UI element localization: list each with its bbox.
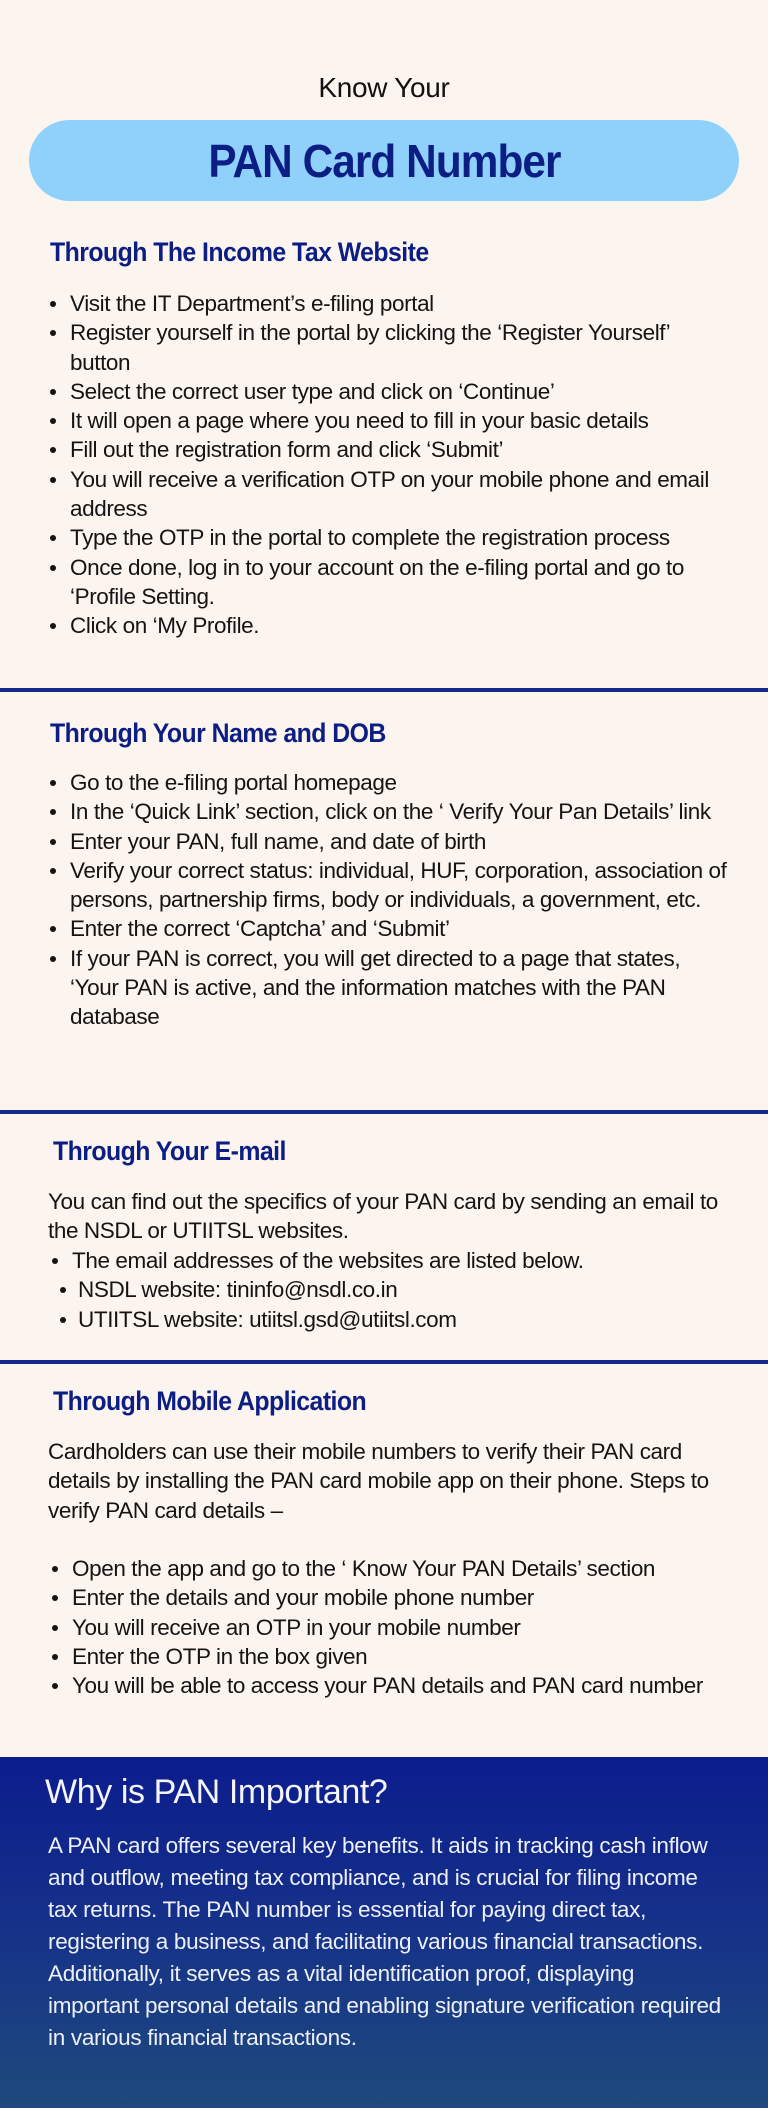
list-item: Type the OTP in the portal to complete the registration process [48, 523, 728, 552]
section-title: Through Your E-mail [53, 1136, 286, 1166]
section-title: Through Mobile Application [53, 1386, 367, 1416]
sublist-wrapper [50, 1275, 730, 1334]
list-item: If your PAN is correct, you will get directed to a page that states, ‘Your PAN is active, and the information matches with the PAN database [48, 944, 728, 1032]
list-item: Visit the IT Department’s e-filing portal [48, 289, 728, 318]
list-item: Select the correct user type and click on ‘Continue’ [48, 377, 728, 406]
list-item: Click on ‘My Profile. [48, 611, 728, 640]
why-pan-important-panel [0, 1757, 768, 2108]
list-item: You will receive a verification OTP on your mobile phone and email address [48, 465, 728, 524]
section-title: Through Your Name and DOB [50, 718, 386, 748]
list-item: Enter the details and your mobile phone number [50, 1583, 710, 1612]
section-title: Through The Income Tax Website [50, 237, 429, 267]
list-item: Register yourself in the portal by clicking the ‘Register Yourself’ button [48, 318, 728, 377]
steps-list [48, 289, 728, 641]
section-divider [0, 1110, 768, 1114]
list-item: You will be able to access your PAN details and PAN card number [50, 1671, 710, 1700]
steps-list [50, 1246, 730, 1334]
list-item: In the ‘Quick Link’ section, click on the ‘ Verify Your Pan Details’ link [48, 797, 728, 826]
title-pill [29, 120, 739, 201]
steps-list [50, 1554, 710, 1700]
list-item: Fill out the registration form and click ‘Submit’ [48, 435, 728, 464]
list-item: It will open a page where you need to fill in your basic details [48, 406, 728, 435]
list-item: Go to the e-filing portal homepage [48, 768, 728, 797]
header-kicker: Know Your [318, 72, 450, 103]
list-item: The email addresses of the websites are listed below. [50, 1246, 730, 1275]
email-item-utiitsl: UTIITSL website: utiitsl.gsd@utiitsl.com [50, 1305, 730, 1334]
list-item: Verify your correct status: individual, HUF, corporation, association of persons, partnership firms, body or individuals, a government, etc. [48, 856, 728, 915]
why-body: A PAN card offers several key benefits. It aids in tracking cash inflow and outflow, meeting tax compliance, and is crucial for filing income tax returns. The PAN number is essential for paying direct tax, registering a business, and facilitating various financial transactions. Additionally, it serves as a vital identification proof, displaying important personal details and enabling signature verification required in various financial transactions. [48, 1833, 721, 2050]
section-divider [0, 1360, 768, 1364]
page-title: PAN Card Number [207, 134, 561, 187]
list-item: You will receive an OTP in your mobile number [50, 1613, 710, 1642]
section-intro: You can find out the specifics of your PAN card by sending an email to the NSDL or UTIITSL websites. [48, 1189, 718, 1244]
email-address-list [50, 1275, 730, 1334]
list-item: Once done, log in to your account on the e-filing portal and go to ‘Profile Setting. [48, 553, 728, 612]
section-intro: Cardholders can use their mobile numbers to verify their PAN card details by installing the PAN card mobile app on their phone. Steps to verify PAN card details – [48, 1439, 709, 1523]
list-item: Enter the correct ‘Captcha’ and ‘Submit’ [48, 914, 728, 943]
list-item: Enter your PAN, full name, and date of birth [48, 827, 728, 856]
section-divider [0, 688, 768, 692]
list-item: Open the app and go to the ‘ Know Your PAN Details’ section [50, 1554, 710, 1583]
steps-list [48, 768, 728, 1032]
why-title: Why is PAN Important? [45, 1773, 388, 1811]
list-item: Enter the OTP in the box given [50, 1642, 710, 1671]
email-item-nsdl: NSDL website: tininfo@nsdl.co.in [50, 1275, 730, 1304]
